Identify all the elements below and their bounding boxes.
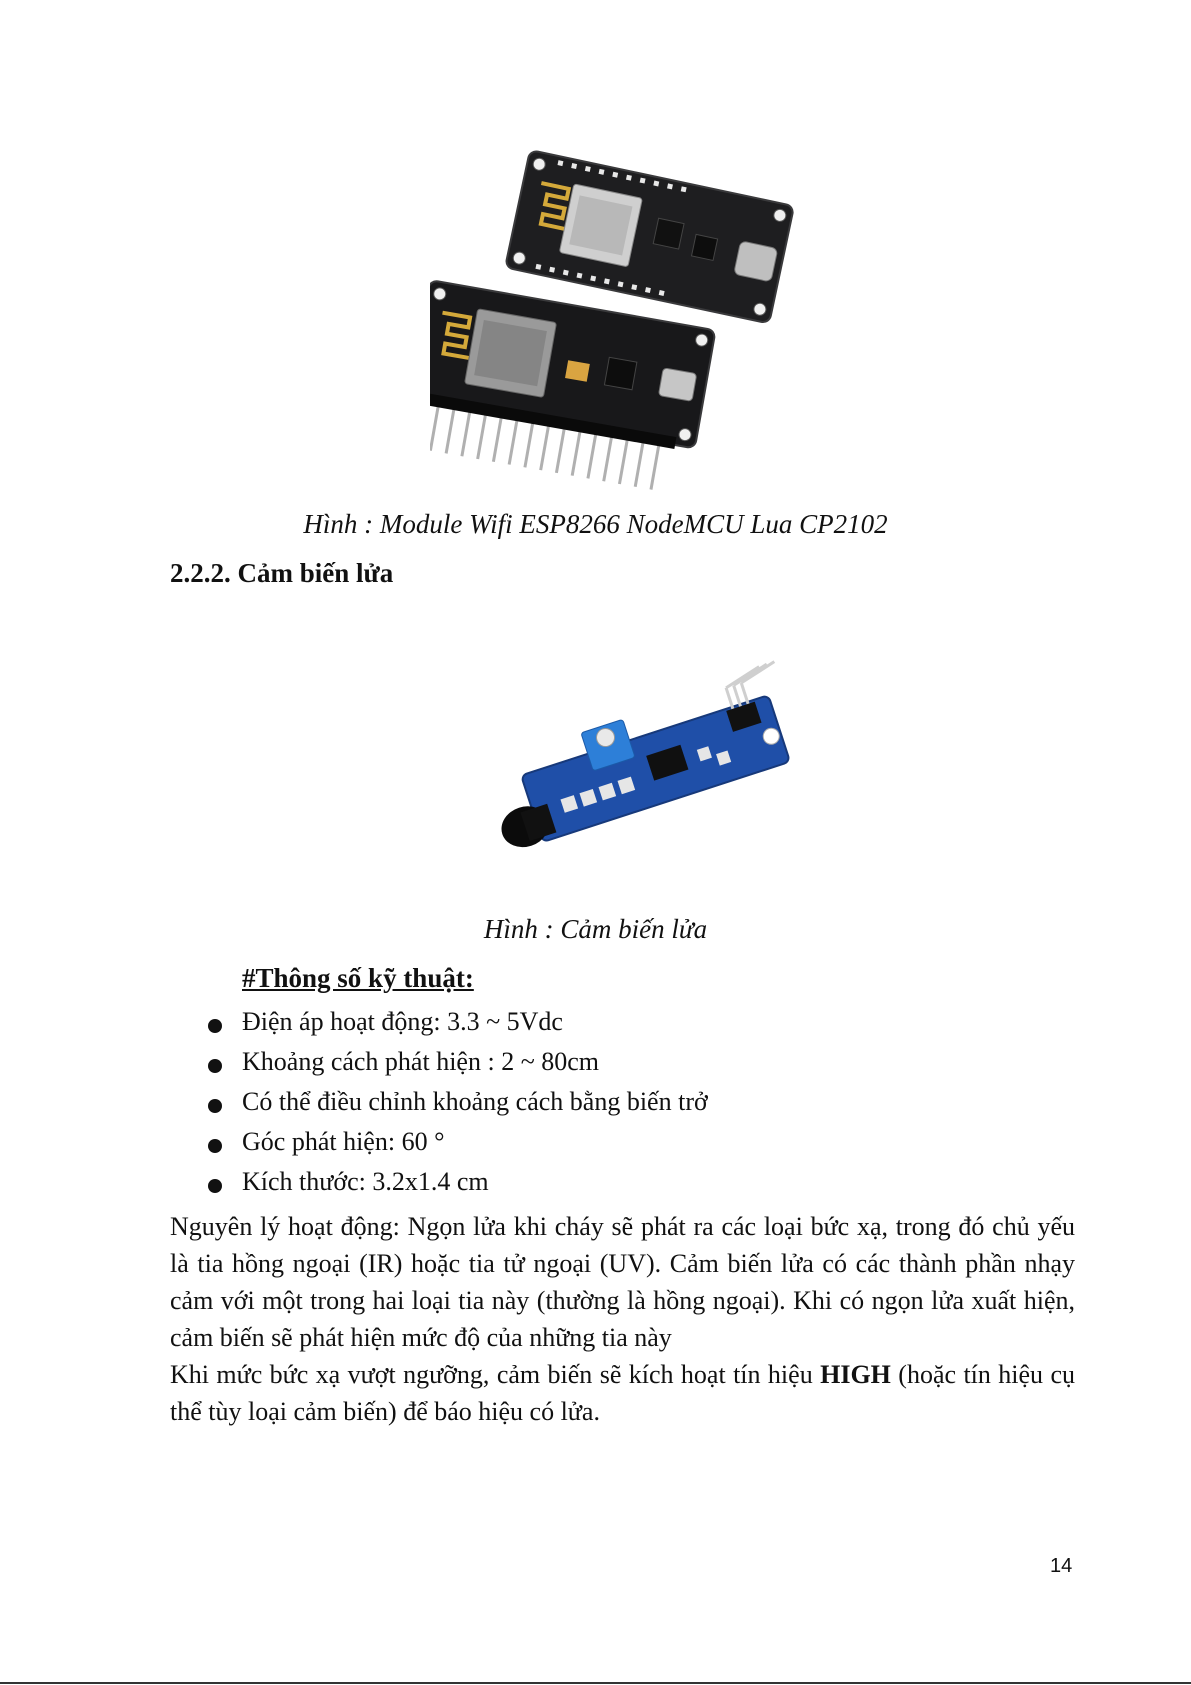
figure-caption-esp8266: Hình : Module Wifi ESP8266 NodeMCU Lua CP2102	[303, 509, 888, 539]
bullet-icon	[208, 1139, 222, 1153]
page-number: 14	[1050, 1555, 1073, 1577]
paragraph-trigger: Khi mức bức xạ vượt ngưỡng, cảm biến sẽ kích hoạt tín hiệu HIGH (hoặc tín hiệu cụ thể tùy loại cảm biến) để báo hiệu có lửa.	[170, 1360, 1075, 1426]
esp8266-nodemcu-figure	[430, 130, 810, 490]
bullet-icon	[208, 1059, 222, 1073]
list-item: Kích thước: 3.2x1.4 cm	[205, 1166, 708, 1206]
list-item: Góc phát hiện: 60 °	[205, 1126, 708, 1166]
list-item: Điện áp hoạt động: 3.3 ~ 5Vdc	[205, 1006, 708, 1046]
bullet-icon	[208, 1099, 222, 1113]
high-signal-label: HIGH	[820, 1360, 891, 1389]
footer-divider	[0, 1682, 1191, 1684]
section-heading: 2.2.2. Cảm biến lửa	[170, 558, 394, 588]
specs-list	[205, 1006, 708, 1206]
figure-caption-flame-sensor: Hình : Cảm biến lửa	[483, 914, 708, 944]
paragraph-principle: Nguyên lý hoạt động: Ngọn lửa khi cháy sẽ phát ra các loại bức xạ, trong đó chủ yếu là tia hồng ngoại (IR) hoặc tia tử ngoại (UV). Cảm biến lửa có các thành phần nhạy cảm với một trong hai loại tia này (thường là hồng ngoại). Khi có ngọn lửa xuất hiện, cảm biến sẽ phát hiện mức độ của những tia này	[170, 1212, 1075, 1352]
bullet-icon	[208, 1019, 222, 1033]
specs-title: #Thông số kỹ thuật:	[242, 963, 474, 993]
list-item: Khoảng cách phát hiện : 2 ~ 80cm	[205, 1046, 708, 1086]
flame-sensor-figure	[465, 660, 805, 870]
bullet-icon	[208, 1179, 222, 1193]
list-item: Có thể điều chỉnh khoảng cách bằng biến trở	[205, 1086, 708, 1126]
